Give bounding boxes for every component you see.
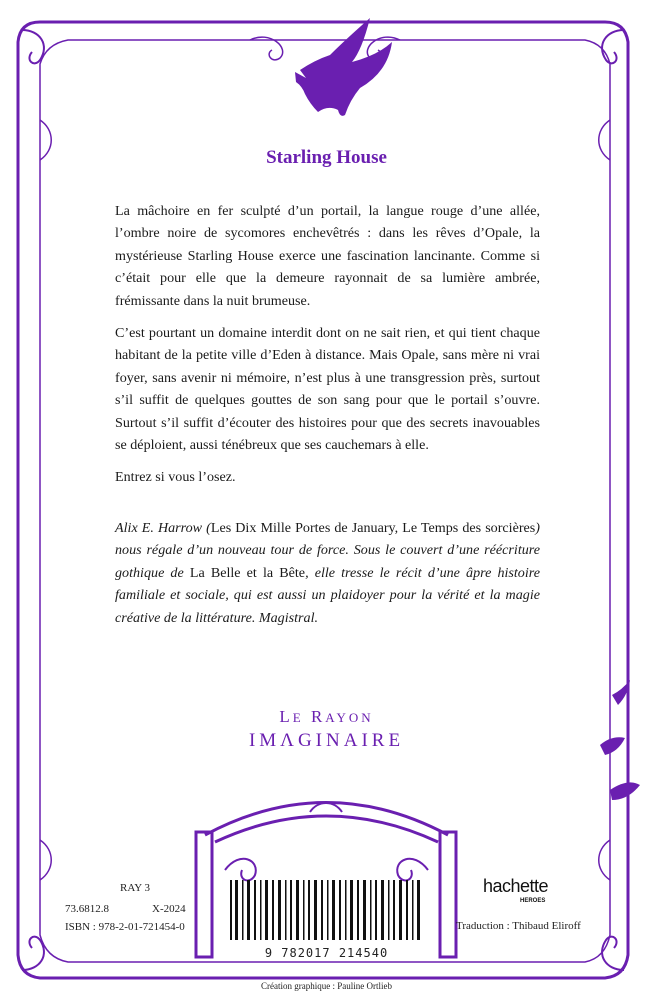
blurb-books-1: Les Dix Mille Portes de January, Le Temps des sorcières [210,520,536,536]
collection-logo-line-1: LE RAYON [279,707,374,726]
isbn: ISBN : 978-2-01-721454-0 [65,921,185,933]
blurb-author: Alix E. Harrow ( [115,520,211,536]
print-date: X-2024 [152,903,186,915]
gate-barcode-illustration [196,803,456,958]
blurb-text-2: , elle tresse le récit d’une âpre histoire familiale et sociale, qui est aussi un plaidoyer pour la vérité et la magie créative de la littérature. Magistral. [115,564,540,626]
design-credit: Création graphique : Pauline Ortlieb [261,981,392,991]
barcode-number: 9 782017 214540 [264,946,389,960]
product-code: 73.6812.8 [65,903,109,915]
blurb-books-2: La Belle et la Bête [189,564,306,581]
collection-logo-line-2: IMΛGINAIRE [248,730,405,751]
publisher-imprint: HEROES [520,898,546,904]
synopsis [115,200,540,499]
translation-credit: Traduction : Thibaud Eliroff [456,920,581,932]
ray-code: RAY 3 [120,882,151,894]
synopsis-paragraph-3: Entrez si vous l’osez. [115,469,236,486]
book-title: Starling House [266,147,387,168]
synopsis-paragraph-2: C’est pourtant un domaine interdit dont on ne sait rien, et qui tient chaque habitant de la petite ville d’Eden à distance. Mais Opale, sans mère ni vrai foyer, sans avenir ni mémoire, n’est plus à une transgression près, surtout s’il suffit de quelques gouttes de son sang pour que le portail s’ouvre. Surtout s’il suffit d’écouter des histoires pour que des secrets inavouables se déploient, aussi ténébreux que ses cauchemars à elle. [115,325,540,454]
blurb-text-1: ) nous régale d’un nouveau tour de force. Sous le couvert d’une réécriture gothique de [115,520,540,581]
bird-icon [295,18,392,116]
publisher-logo: hachette [483,876,549,896]
synopsis-paragraph-1: La mâchoire en fer sculpté d’un portail, la langue rouge d’une allée, l’ombre noire de sycomores enchevêtrés : dans les rêves d’Opale, la mystérieuse Starling House exerce une fascination lancinante. Comme si c’était pour elle que la demeure rayonnait de sa lumière ambrée, frémissante dans la nuit brumeuse. [115,203,540,309]
author-blurb [115,517,540,629]
